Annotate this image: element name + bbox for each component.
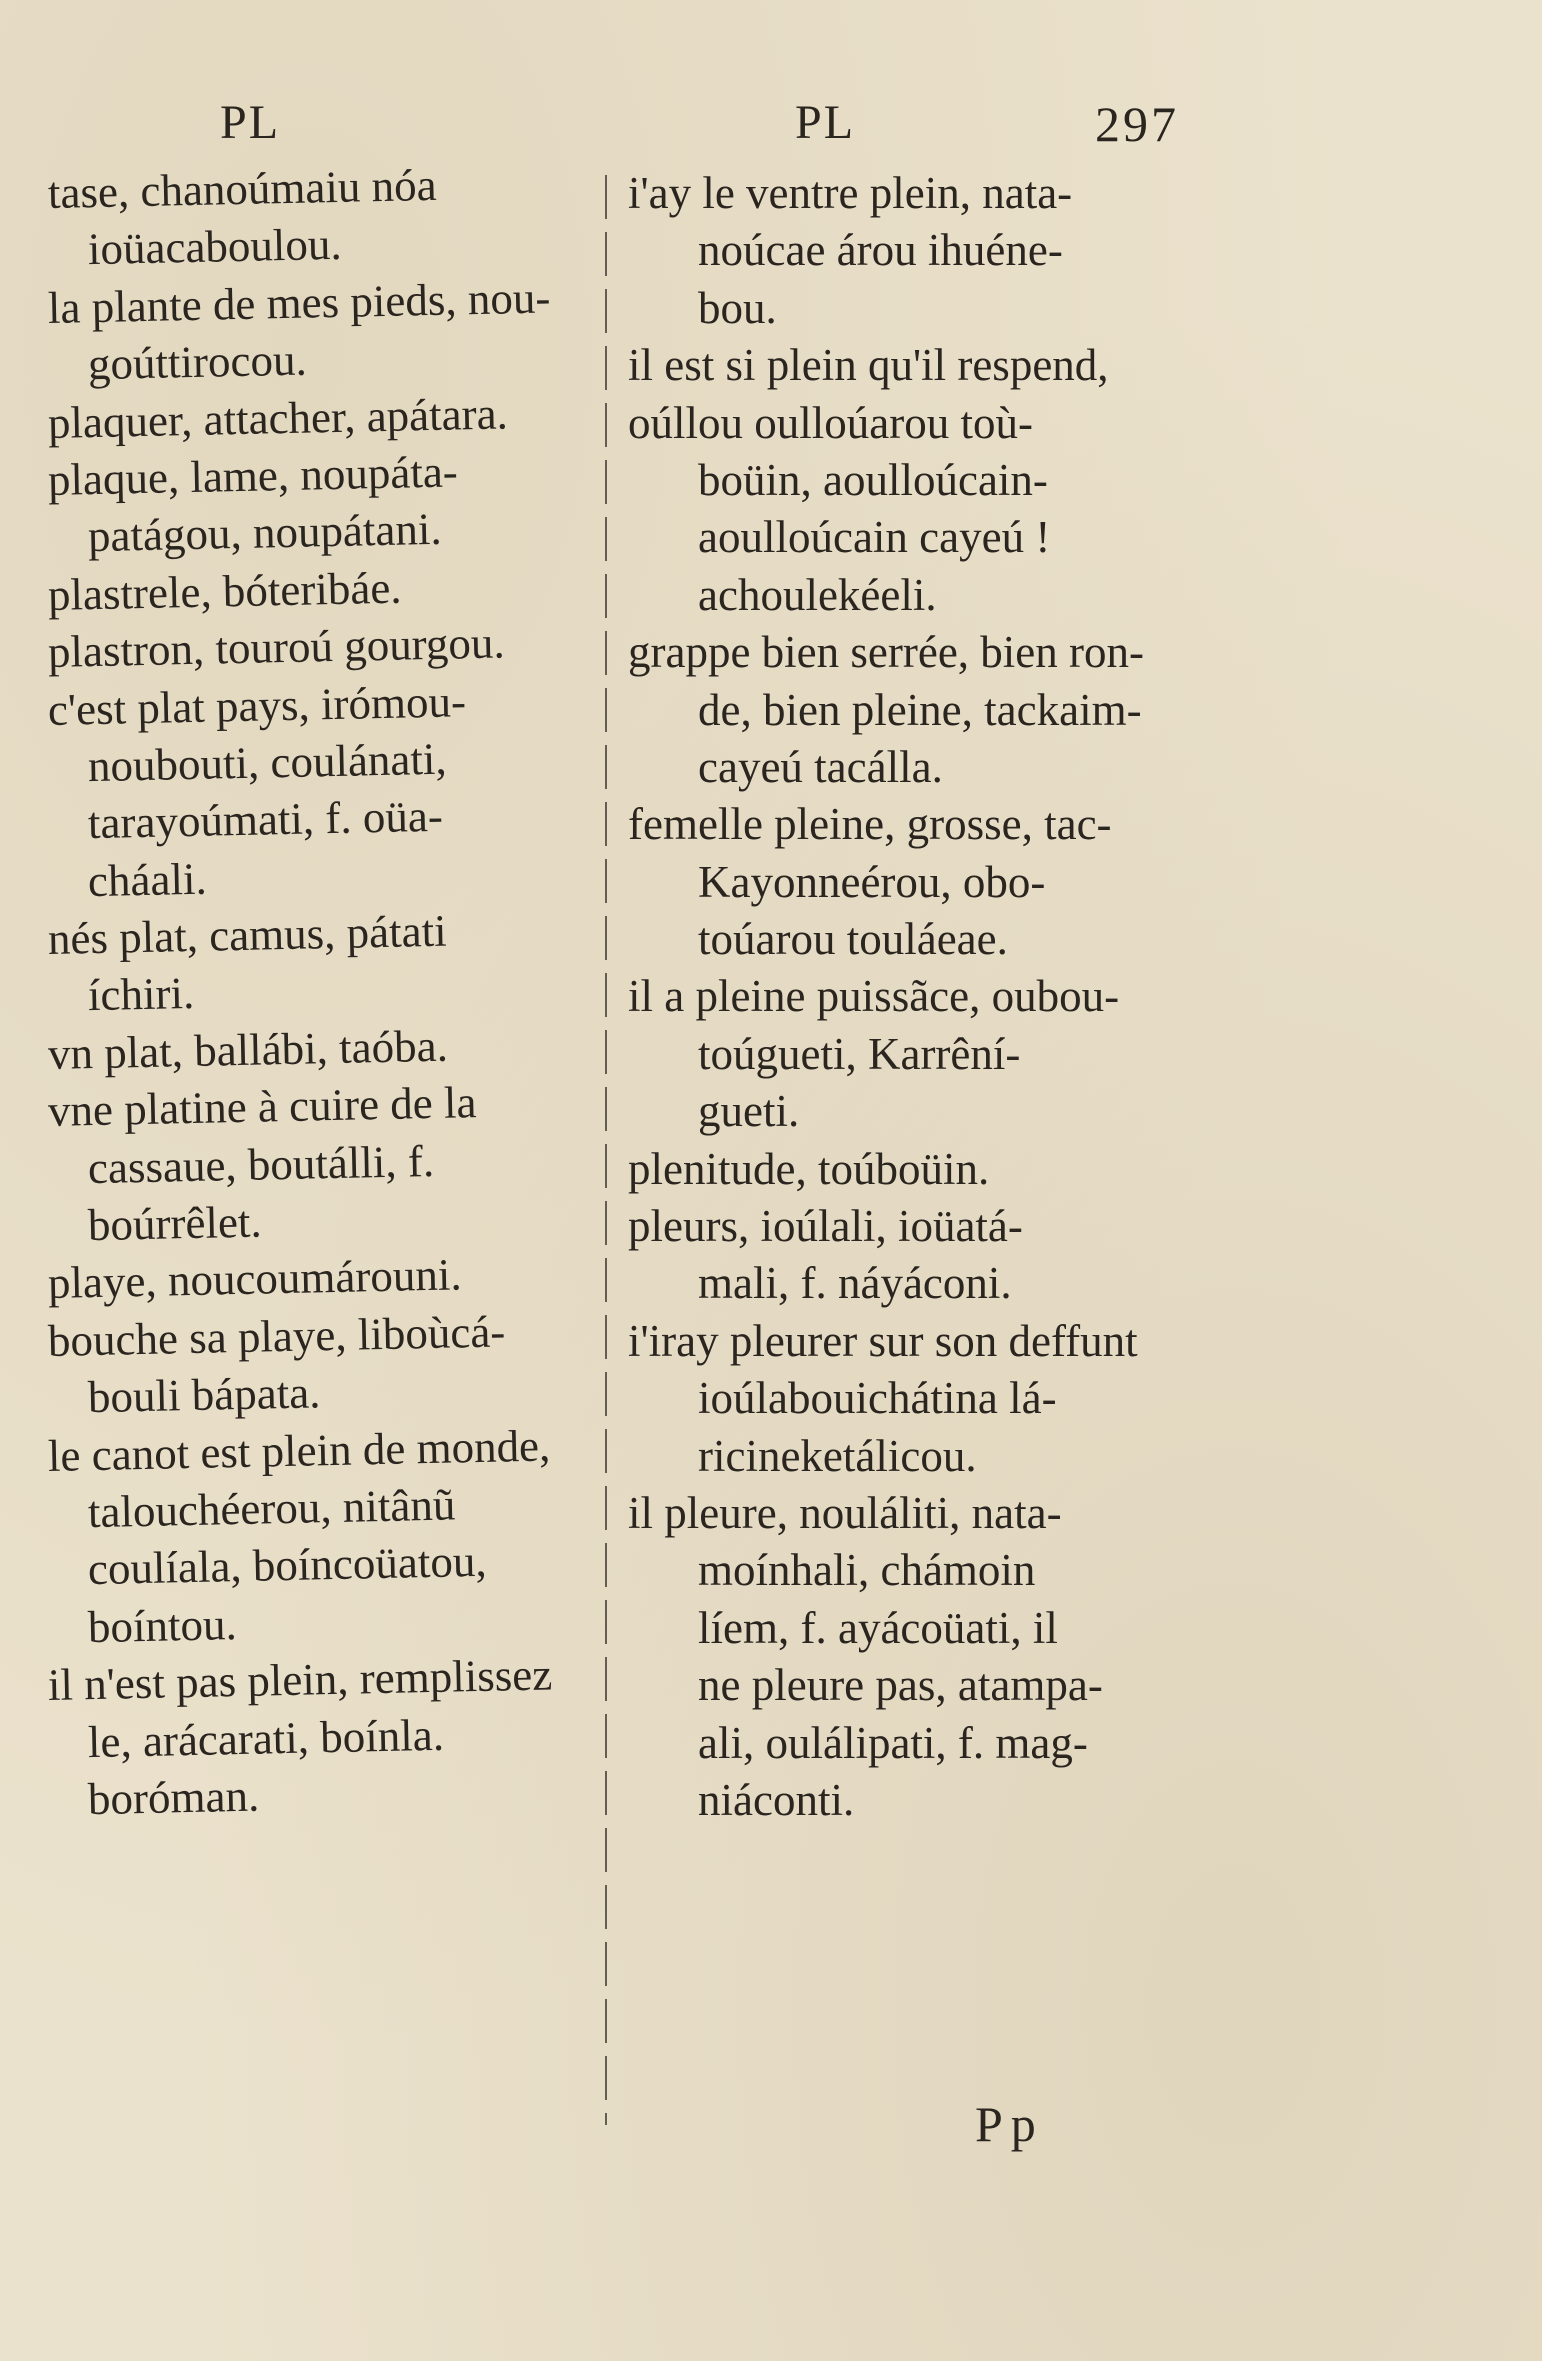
right-line: de, bien pleine, tackaim- xyxy=(698,684,1142,735)
left-line: la plante de mes pieds, nou- xyxy=(47,272,551,333)
left-line: vne platine à cuire de la xyxy=(47,1077,477,1137)
header-center: PL xyxy=(795,96,856,149)
right-line: i'ay le ventre plein, nata- xyxy=(628,168,1073,218)
left-line: playe, noucoumárouni. xyxy=(47,1249,463,1309)
right-line: i'iray pleurer sur son deffunt xyxy=(628,1315,1138,1366)
left-line: talouchéerou, nitânũ xyxy=(87,1479,456,1538)
right-line: toúarou touláeae. xyxy=(698,914,1008,965)
left-line: boúrrêlet. xyxy=(87,1196,263,1251)
right-line: plenitude, toúboüin. xyxy=(628,1143,990,1194)
left-line: patágou, noupátani. xyxy=(87,504,443,562)
right-line: ali, oulálipati, f. mag- xyxy=(698,1717,1088,1768)
right-line: ioúlabouichátina lá- xyxy=(698,1373,1057,1424)
right-line: moínhali, chámoin xyxy=(698,1545,1036,1596)
left-line: c'est plat pays, irómou- xyxy=(47,675,467,735)
right-line: cayeú tacálla. xyxy=(698,741,943,792)
left-line: bouli bápata. xyxy=(87,1367,321,1423)
right-line: aoulloúcain cayeú ! xyxy=(698,512,1051,563)
left-line: il n'est pas plein, remplissez xyxy=(47,1649,553,1711)
left-line: vn plat, ballábi, taóba. xyxy=(47,1020,449,1079)
left-column xyxy=(47,159,603,1829)
left-line: plaque, lame, noupáta- xyxy=(47,446,459,505)
left-line: boróman. xyxy=(87,1770,260,1825)
left-line: noubouti, coulánati, xyxy=(87,733,448,792)
right-line: toúgueti, Karrêní- xyxy=(698,1028,1021,1079)
right-column xyxy=(628,165,1248,1829)
right-line: ricineketálicou. xyxy=(698,1430,977,1481)
left-line: plastron, touroú gourgou. xyxy=(47,617,506,678)
column-divider xyxy=(605,175,607,2125)
right-line: achoulekéeli. xyxy=(698,569,937,620)
right-line: boüin, aoulloúcain- xyxy=(698,454,1048,505)
right-line: niáconti. xyxy=(698,1774,855,1825)
right-line: ne pleure pas, atampa- xyxy=(698,1660,1103,1711)
left-line: coulíala, boíncoüatou, xyxy=(87,1536,488,1595)
right-line: Kayonneérou, obo- xyxy=(698,856,1046,907)
left-line: tase, chanoúmaiu nóa xyxy=(47,159,438,218)
right-line: gueti. xyxy=(698,1086,800,1137)
right-line: il est si plein qu'il respend, xyxy=(628,340,1109,391)
right-line: noúcae árou ihuéne- xyxy=(698,225,1063,276)
page-number: 297 xyxy=(1095,96,1179,152)
left-line: boíntou. xyxy=(87,1598,238,1652)
left-line: tarayoúmati, f. oüa- xyxy=(87,791,444,849)
signature-mark: Pp xyxy=(975,2096,1044,2152)
left-line: goúttirocou. xyxy=(87,334,308,390)
right-line: líem, f. ayácoüati, il xyxy=(698,1602,1058,1653)
left-line: ioüacaboulou. xyxy=(87,219,343,275)
left-line: cassaue, boutálli, f. xyxy=(87,1135,435,1193)
right-line: il a pleine puissãce, oubou- xyxy=(628,971,1120,1022)
running-header xyxy=(0,95,1542,165)
right-line: mali, f. náyáconi. xyxy=(698,1258,1012,1309)
left-line: plastrele, bóteribáe. xyxy=(47,562,403,620)
left-line: íchiri. xyxy=(87,968,195,1021)
right-line: il pleure, nouláliti, nata- xyxy=(628,1487,1062,1538)
left-line: cháali. xyxy=(87,853,208,906)
left-line: le, arácarati, boínla. xyxy=(87,1709,445,1767)
right-line: pleurs, ioúlali, ioüatá- xyxy=(628,1201,1023,1252)
right-line: grappe bien serrée, bien ron- xyxy=(628,627,1145,678)
left-line: le canot est plein de monde, xyxy=(47,1420,551,1481)
header-left: PL xyxy=(220,96,281,149)
right-line: femelle pleine, grosse, tac- xyxy=(628,799,1112,850)
right-line: bou. xyxy=(698,282,777,333)
left-line: plaquer, attacher, apátara. xyxy=(47,387,509,448)
right-line: oúllou oulloúarou toù- xyxy=(628,397,1033,448)
left-line: nés plat, camus, pátati xyxy=(47,905,448,965)
left-line: bouche sa playe, liboùcá- xyxy=(47,1306,506,1366)
